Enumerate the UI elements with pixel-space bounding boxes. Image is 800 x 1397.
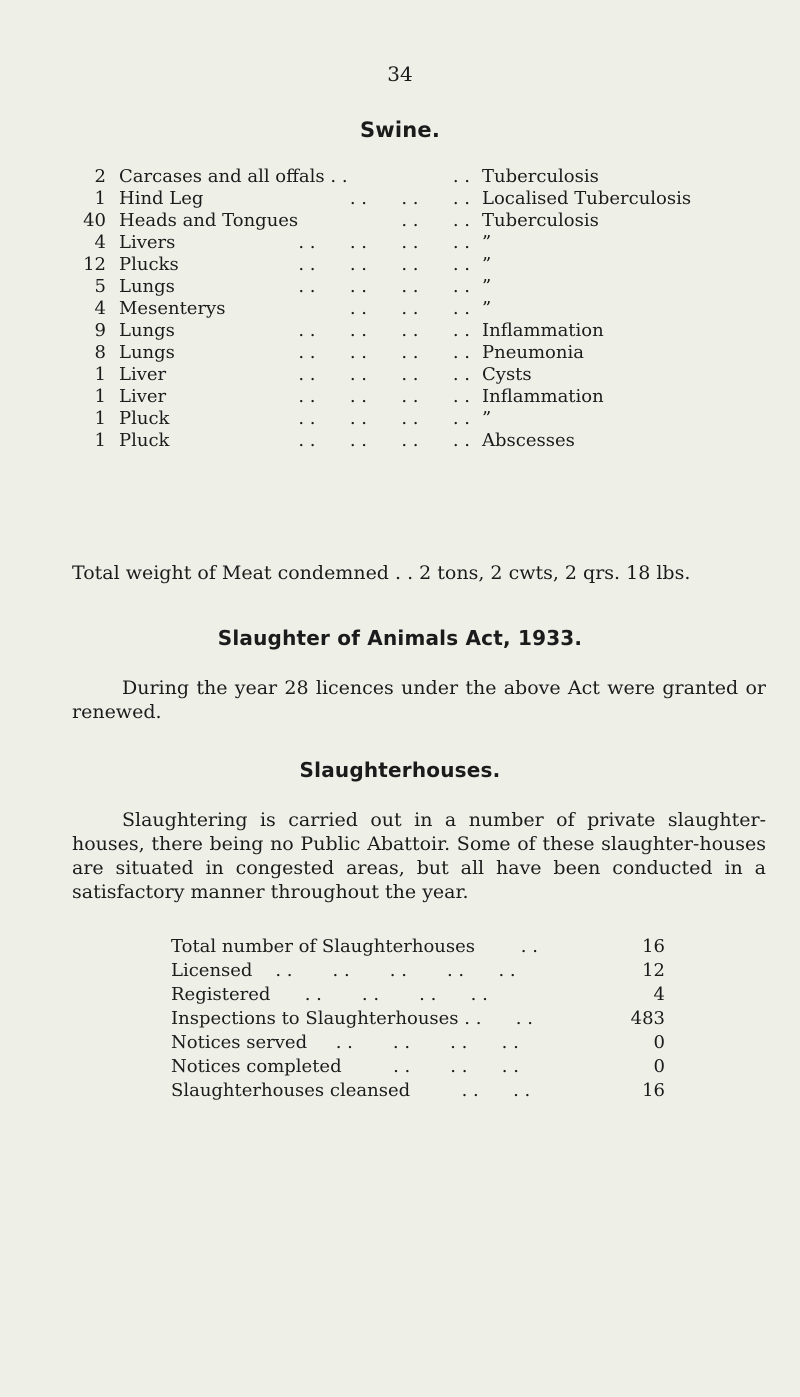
stats-label: Inspections to Slaughterhouses . . . . [171,1008,533,1029]
swine-row [0,386,800,408]
leader-dots: . . . . . . . . [298,386,470,407]
swine-item: Heads and Tongues [119,210,299,231]
swine-row [0,342,800,364]
swine-item: Carcases and all offals . . [119,166,348,187]
leader-dots: . . . . . . [349,298,470,319]
leader-dots: . . . . . . . . [298,342,470,363]
leader-dots: . . . . . . . . [298,408,470,429]
swine-item: Livers [119,232,176,253]
stats-row [0,983,800,1007]
leader-dots: . . . . . . . . [298,232,470,253]
stats-row [0,959,800,983]
stats-value: 4 [653,984,665,1005]
swine-qty: 1 [94,364,106,385]
swine-item: Liver [119,386,167,407]
slaughterhouses-text: Slaughtering is carried out in a number of private slaughter-houses, there being no Public Abattoir. Some of these slaughter-houses are situated in congested areas, but all have been conducted in a satisfactory manner throughout the year. [72,809,766,903]
stats-value: 0 [653,1056,665,1077]
swine-item: Pluck [119,408,170,429]
swine-heading: Swine. [359,118,441,142]
swine-qty: 5 [94,276,106,297]
swine-cause: Cysts [482,364,532,385]
swine-cause: Tuberculosis [482,210,599,231]
page-number: 34 [387,62,413,86]
swine-qty: 4 [94,298,106,319]
swine-cause: Tuberculosis [482,166,599,187]
stats-label: Notices served . . . . . . . . [171,1032,519,1053]
swine-qty: 1 [94,188,106,209]
swine-cause: ” [482,254,492,275]
stats-value: 16 [642,936,665,957]
leader-dots: . . . . . . . . [298,364,470,385]
swine-item: Plucks [119,254,179,275]
swine-qty: 8 [94,342,106,363]
leader-dots: . . . . . . . . [298,276,470,297]
total-weight-line: Total weight of Meat condemned . . 2 tons, 2 cwts, 2 qrs. 18 lbs. [72,562,691,584]
swine-item: Lungs [119,320,175,341]
swine-qty: 40 [83,210,106,231]
swine-cause: Pneumonia [482,342,584,363]
stats-row [0,1007,800,1031]
swine-row [0,210,800,232]
stats-value: 16 [642,1080,665,1101]
stats-label: Licensed . . . . . . . . . . [171,960,516,981]
stats-row [0,1055,800,1079]
swine-row [0,276,800,298]
slaughter-act-heading: Slaughter of Animals Act, 1933. [217,626,583,650]
swine-item: Liver [119,364,167,385]
swine-item: Pluck [119,430,170,451]
swine-row [0,320,800,342]
slaughterhouse-stats-table [0,935,800,1103]
leader-dots: . . [452,166,470,187]
swine-qty: 9 [94,320,106,341]
leader-dots: . . . . . . . . [298,320,470,341]
swine-cause: ” [482,408,492,429]
stats-value: 12 [642,960,665,981]
swine-cause: ” [482,276,492,297]
stats-label: Notices completed . . . . . . [171,1056,519,1077]
stats-label: Total number of Slaughterhouses . . [171,936,538,957]
stats-label: Slaughterhouses cleansed . . . . [171,1080,531,1101]
swine-item: Hind Leg [119,188,204,209]
swine-table [0,166,800,452]
swine-row [0,430,800,452]
stats-label: Registered . . . . . . . . [171,984,488,1005]
stats-value: 0 [653,1032,665,1053]
swine-row [0,408,800,430]
swine-qty: 4 [94,232,106,253]
swine-qty: 1 [94,408,106,429]
slaughter-act-text: During the year 28 licences under the above Act were granted or renewed. [72,677,766,723]
leader-dots: . . . . . . . . [298,430,470,451]
swine-row [0,254,800,276]
swine-item: Mesenterys [119,298,226,319]
swine-qty: 2 [94,166,106,187]
swine-cause: Abscesses [482,430,575,451]
swine-row [0,364,800,386]
swine-cause: ” [482,232,492,253]
stats-row [0,935,800,959]
swine-cause: ” [482,298,492,319]
swine-row [0,232,800,254]
leader-dots: . . . . [401,210,470,231]
swine-cause: Inflammation [482,320,604,341]
swine-row [0,166,800,188]
swine-cause: Inflammation [482,386,604,407]
leader-dots: . . . . . . [349,188,470,209]
leader-dots: . . . . . . . . [298,254,470,275]
swine-item: Lungs [119,276,175,297]
slaughter-act-paragraph [72,676,766,724]
slaughterhouses-heading: Slaughterhouses. [299,758,501,782]
swine-row [0,188,800,210]
slaughterhouses-paragraph [72,808,766,904]
swine-cause: Localised Tuberculosis [482,188,692,209]
swine-qty: 12 [83,254,106,275]
swine-item: Lungs [119,342,175,363]
swine-qty: 1 [94,386,106,407]
swine-qty: 1 [94,430,106,451]
stats-value: 483 [630,1008,665,1029]
stats-row [0,1031,800,1055]
stats-row [0,1079,800,1103]
swine-row [0,298,800,320]
